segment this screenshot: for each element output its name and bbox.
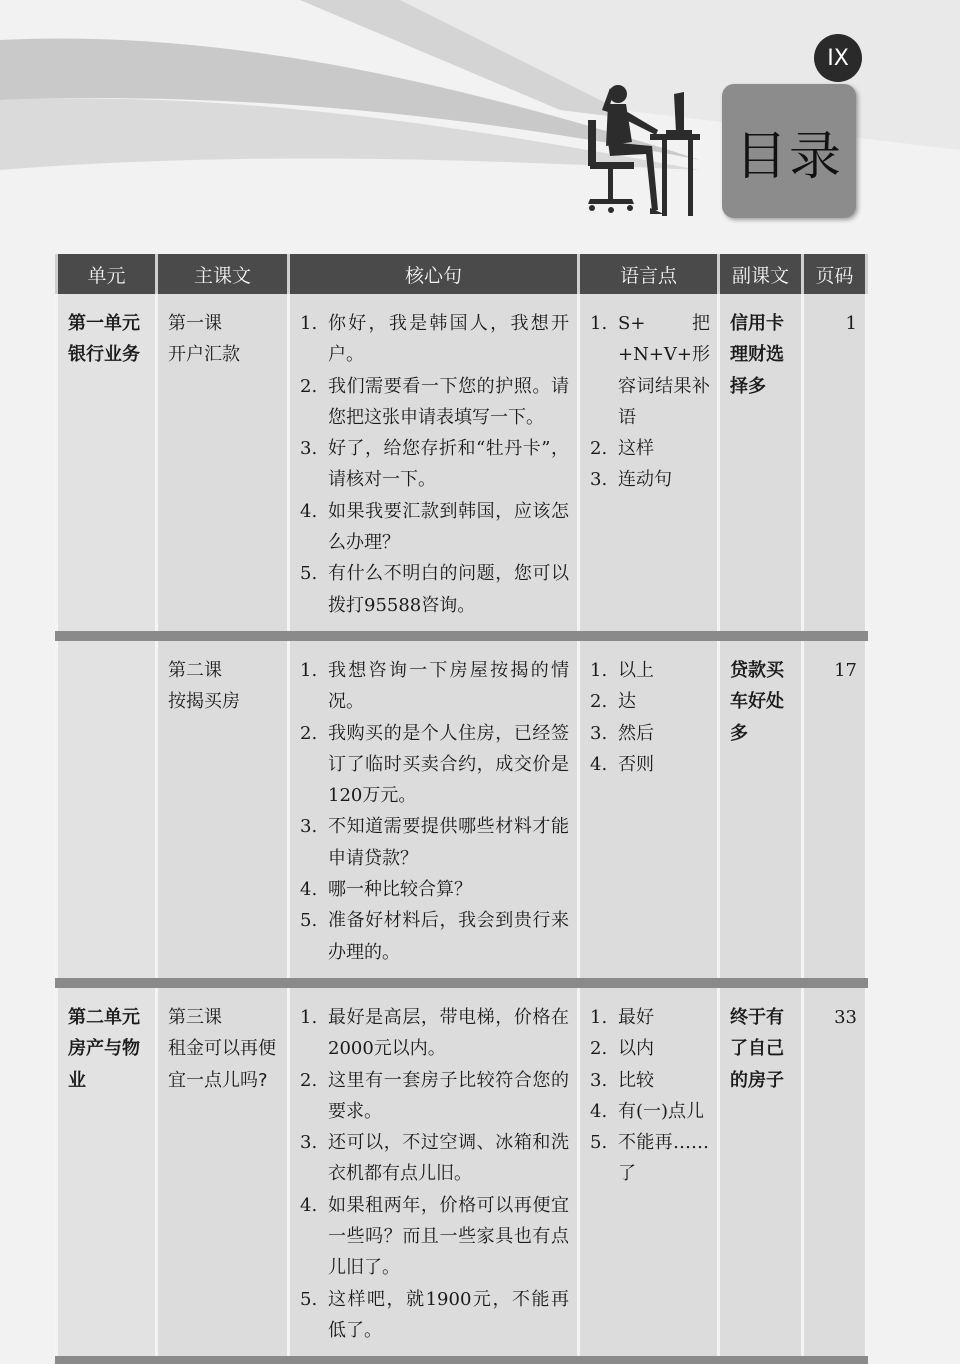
header-core-sentences: 核心句	[289, 254, 579, 294]
points-cell	[579, 636, 719, 983]
lesson-number: 第一课	[168, 313, 222, 334]
sentences-cell	[289, 983, 579, 1360]
sentences-cell	[289, 294, 579, 636]
list-item: 5. 有什么不明白的问题，您可以拨打95588咨询。	[300, 563, 569, 616]
list-item: 2. 以内	[590, 1038, 654, 1060]
points-cell	[579, 983, 719, 1360]
lesson-number: 第二课	[168, 659, 222, 681]
unit-cell	[57, 294, 157, 636]
sub-text-cell: 贷款买车好处多	[719, 636, 803, 983]
table-row	[57, 636, 867, 983]
unit-cell	[57, 983, 157, 1360]
header-main-text: 主课文	[157, 254, 289, 294]
table-row	[57, 294, 867, 636]
lesson-cell	[157, 983, 289, 1360]
page-title: 目录	[734, 126, 843, 187]
list-item: 4. 哪一种比较合算？	[300, 879, 472, 901]
lesson-title: 开户汇款	[168, 344, 240, 366]
list-item: 1. 最好	[590, 1006, 654, 1028]
list-item: 1. 你好，我是韩国人，我想开户。	[300, 313, 569, 366]
points-cell	[579, 294, 719, 636]
lesson-cell	[157, 636, 289, 983]
sub-text-cell: 终于有了自己的房子	[719, 983, 803, 1360]
sub-text-cell: 信用卡理财选择多	[719, 294, 803, 636]
header-sub-text: 副课文	[719, 254, 803, 294]
list-item: 2. 我购买的是个人住房，已经签订了临时买卖合约，成交价是120万元。	[300, 722, 569, 807]
unit-cell	[57, 636, 157, 983]
list-item: 1. 最好是高层，带电梯，价格在2000元以内。	[300, 1006, 569, 1060]
list-item: 3. 好了，给您存折和“牡丹卡”，请核对一下。	[300, 438, 569, 491]
list-item: 4. 如果我要汇款到韩国，应该怎么办理？	[300, 500, 569, 554]
list-item: 2. 达	[590, 691, 636, 713]
list-item: 1. 以上	[590, 659, 654, 681]
lesson-cell	[157, 294, 289, 636]
list-item: 5. 准备好材料后，我会到贵行来办理的。	[300, 910, 569, 963]
list-item: 5. 不能再……了	[590, 1132, 709, 1185]
page-number: IX	[827, 45, 849, 71]
woman-at-computer-illustration	[580, 80, 700, 222]
unit-number: 第一单元	[68, 313, 140, 334]
table-header-row	[57, 254, 867, 294]
list-item: 4. 否则	[590, 753, 654, 775]
page-cell: 1	[803, 294, 867, 636]
lesson-title: 租金可以再便宜一点儿吗?	[168, 1038, 276, 1091]
header-language-points: 语言点	[579, 254, 719, 294]
lesson-title: 按揭买房	[168, 691, 240, 713]
unit-number: 第二单元	[68, 1006, 140, 1028]
list-item: 2. 我们需要看一下您的护照。请您把这张申请表填写一下。	[300, 375, 569, 428]
list-item: 5. 这样吧，就1900元，不能再低了。	[300, 1288, 569, 1341]
list-item: 4. 如果租两年，价格可以再便宜一些吗？而且一些家具也有点儿旧了。	[300, 1194, 569, 1279]
lesson-number: 第三课	[168, 1006, 222, 1028]
table-row	[57, 983, 867, 1360]
page-cell: 17	[803, 636, 867, 983]
page-cell: 33	[803, 983, 867, 1360]
contents-table	[55, 254, 868, 1364]
list-item: 1. 我想咨询一下房屋按揭的情况。	[300, 659, 569, 713]
list-item: 2. 这里有一套房子比较符合您的要求。	[300, 1069, 569, 1122]
page-number-badge	[814, 34, 862, 82]
unit-title: 房产与物业	[68, 1038, 140, 1091]
header-page: 页码	[803, 254, 867, 294]
list-item: 1. S+把+N+V+形容词结果补语	[590, 313, 710, 428]
list-item: 3. 比较	[590, 1069, 654, 1091]
list-item: 3. 不知道需要提供哪些材料才能申请贷款？	[300, 816, 569, 869]
unit-title: 银行业务	[68, 344, 140, 366]
title-box	[722, 84, 856, 218]
header-unit: 单元	[57, 254, 157, 294]
list-item: 3. 连动句	[590, 469, 672, 491]
sentences-cell	[289, 636, 579, 983]
list-item: 2. 这样	[590, 438, 654, 460]
list-item: 4. 有(一)点儿	[590, 1100, 705, 1122]
list-item: 3. 然后	[590, 722, 654, 744]
list-item: 3. 还可以，不过空调、冰箱和洗衣机都有点儿旧。	[300, 1132, 569, 1185]
